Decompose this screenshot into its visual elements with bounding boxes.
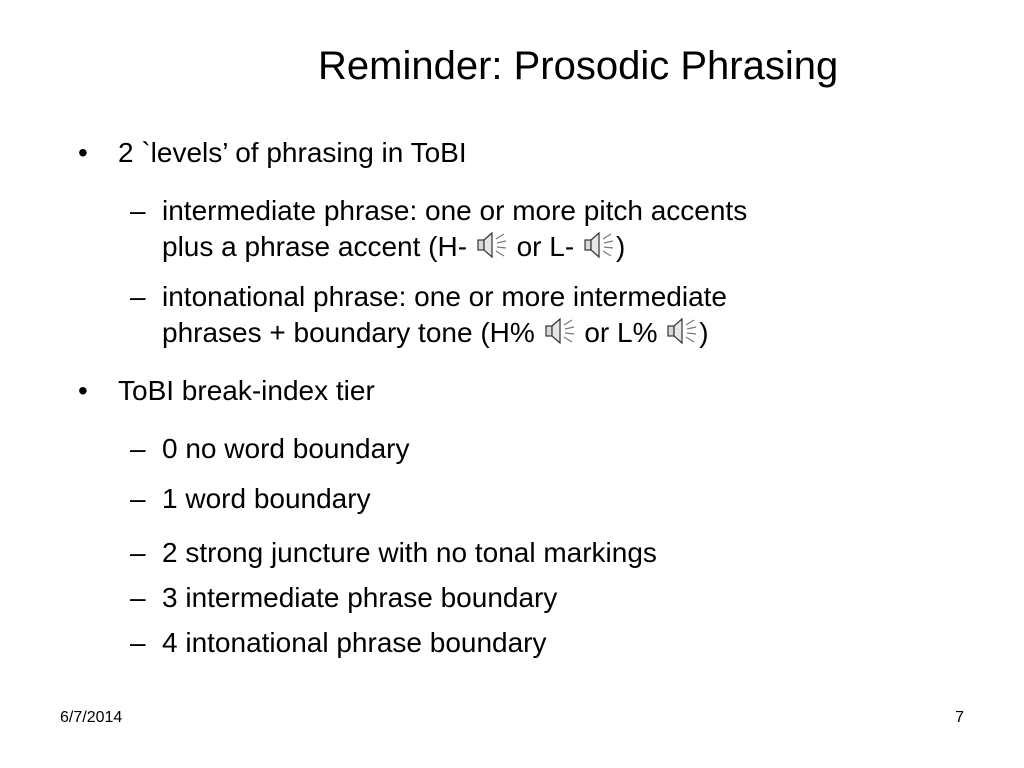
sub-item-text: ) bbox=[699, 317, 709, 348]
sub-item-text: or L- bbox=[516, 231, 575, 262]
sub-item-intermediate-phrase bbox=[130, 194, 747, 264]
sub-item-text: 3 intermediate phrase boundary bbox=[162, 582, 558, 613]
dash-mark: – bbox=[130, 433, 146, 464]
footer-date: 6/7/2014 bbox=[60, 709, 123, 726]
sub-item-text: ) bbox=[615, 231, 626, 262]
sub-item-text: 2 strong juncture with no tonal markings bbox=[162, 537, 657, 568]
sub-item-line1: intonational phrase: one or more intermediate bbox=[162, 281, 728, 312]
sub-item-line2 bbox=[130, 228, 747, 264]
break-index-4 bbox=[130, 626, 547, 660]
slide-number: 7 bbox=[955, 709, 964, 726]
dash-mark: – bbox=[130, 281, 146, 312]
speaker-icon[interactable] bbox=[543, 314, 577, 348]
dash-mark: – bbox=[130, 627, 146, 658]
dash-mark: – bbox=[130, 483, 146, 514]
sub-item-text: 0 no word boundary bbox=[162, 433, 410, 464]
sub-item-line1: intermediate phrase: one or more pitch accents bbox=[162, 195, 748, 226]
bullet-break-index bbox=[78, 374, 375, 408]
sub-item-text: 1 word boundary bbox=[162, 483, 371, 514]
bullet-mark: • bbox=[78, 375, 88, 406]
dash-mark: – bbox=[130, 537, 146, 568]
bullet-text: 2 `levels’ of phrasing in ToBI bbox=[118, 137, 467, 168]
slide-title: Reminder: Prosodic Phrasing bbox=[318, 44, 839, 88]
sub-item-text: phrases + boundary tone (H% bbox=[162, 317, 535, 348]
dash-mark: – bbox=[130, 195, 146, 226]
bullet-levels bbox=[78, 136, 467, 170]
break-index-3 bbox=[130, 581, 557, 615]
bullet-text: ToBI break-index tier bbox=[118, 375, 375, 406]
sub-item-line2 bbox=[130, 314, 727, 350]
sub-item-intonational-phrase bbox=[130, 280, 727, 350]
break-index-1 bbox=[130, 482, 371, 516]
speaker-icon[interactable] bbox=[665, 314, 699, 348]
sub-item-text: 4 intonational phrase boundary bbox=[162, 627, 547, 658]
speaker-icon[interactable] bbox=[475, 228, 509, 262]
bullet-mark: • bbox=[78, 137, 88, 168]
break-index-2 bbox=[130, 536, 657, 570]
dash-mark: – bbox=[130, 582, 146, 613]
speaker-icon[interactable] bbox=[582, 228, 616, 262]
break-index-0 bbox=[130, 432, 410, 466]
sub-item-text: or L% bbox=[584, 317, 658, 348]
sub-item-text: plus a phrase accent (H- bbox=[162, 231, 468, 262]
